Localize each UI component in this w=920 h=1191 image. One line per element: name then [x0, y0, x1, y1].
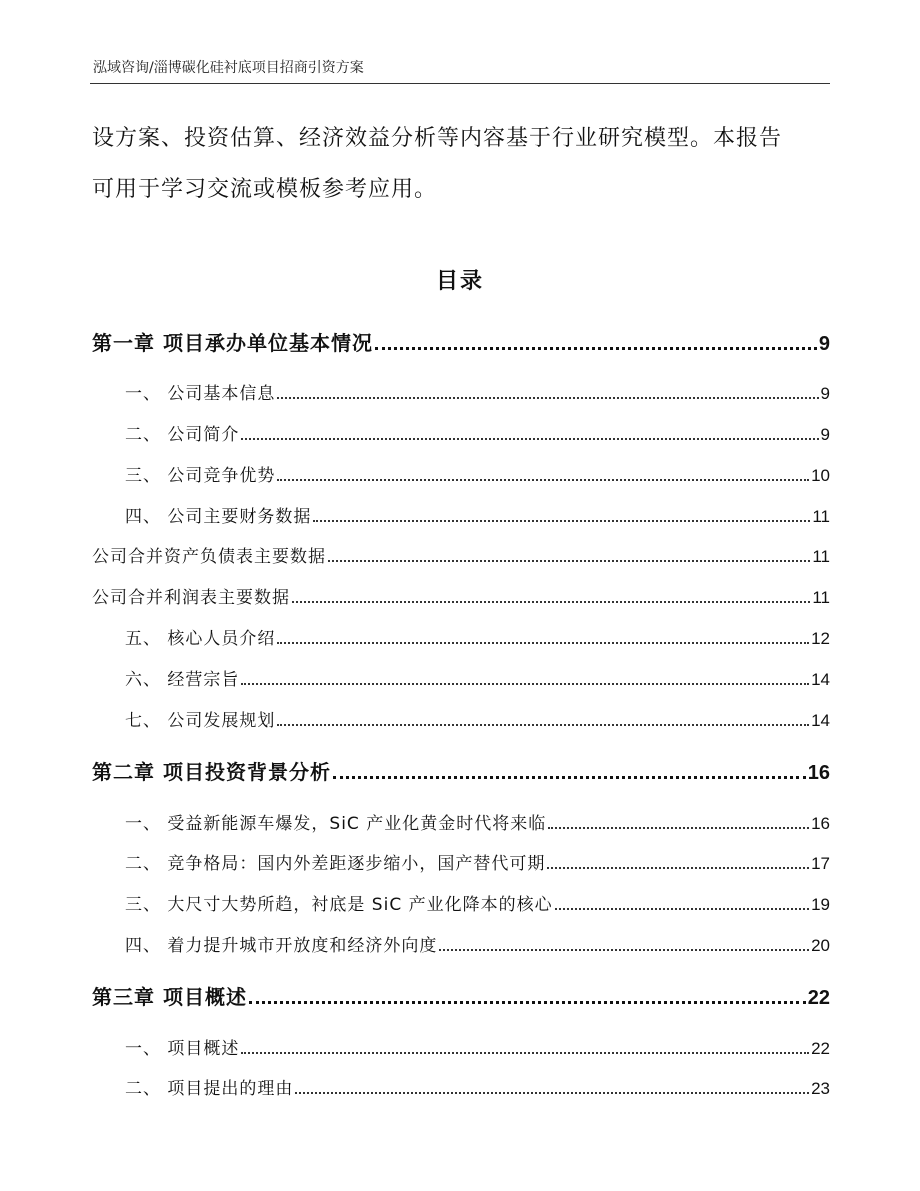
dot-leader: [547, 866, 809, 869]
toc-label: 公司合并利润表主要数据: [92, 588, 290, 608]
toc-entry[interactable]: [92, 420, 830, 445]
dot-leader: [277, 641, 809, 644]
dot-leader: [375, 346, 817, 350]
toc-label: 二、 竞争格局：国内外差距逐步缩小，国产替代可期: [125, 854, 546, 874]
toc-page-number: 11: [812, 507, 830, 526]
toc-label: 七、 公司发展规划: [125, 711, 276, 731]
dot-leader: [292, 600, 810, 603]
toc-page-number: 12: [811, 629, 830, 648]
toc-page-number: 11: [812, 588, 830, 607]
toc-entry[interactable]: [92, 624, 830, 649]
toc-entry[interactable]: [92, 1074, 830, 1099]
toc-page-number: 9: [818, 333, 830, 355]
toc-label: 三、 公司竞争优势: [125, 466, 276, 486]
dot-leader: [249, 1000, 806, 1004]
toc-chapter-1[interactable]: [92, 327, 830, 356]
toc-page-number: 11: [812, 547, 830, 566]
toc-page-number: 22: [807, 987, 830, 1009]
toc-entry[interactable]: [92, 1034, 830, 1059]
toc-label: 二、 公司简介: [125, 425, 240, 445]
toc-label: 四、 公司主要财务数据: [125, 507, 312, 527]
dot-leader: [333, 775, 806, 779]
toc-page-number: 22: [811, 1039, 830, 1058]
toc-page-number: 14: [811, 670, 830, 689]
toc-label: 一、 公司基本信息: [125, 384, 276, 404]
dot-leader: [277, 723, 809, 726]
toc-label: 第三章 项目概述: [92, 985, 247, 1009]
toc-page-number: 19: [811, 895, 830, 914]
toc-entry[interactable]: [92, 502, 830, 527]
toc-label: 第一章 项目承办单位基本情况: [92, 331, 373, 355]
dot-leader: [313, 519, 810, 522]
toc-entry[interactable]: [92, 809, 830, 834]
toc-label: 五、 核心人员介绍: [125, 629, 276, 649]
toc-label: 四、 着力提升城市开放度和经济外向度: [125, 936, 438, 956]
toc-entry[interactable]: [92, 461, 830, 486]
toc-entry[interactable]: [92, 706, 830, 731]
toc-label: 一、 项目概述: [125, 1039, 240, 1059]
toc-page-number: 9: [820, 384, 830, 403]
toc-page-number: 17: [811, 854, 830, 873]
dot-leader: [439, 948, 809, 951]
intro-line-2: 可用于学习交流或模板参考应用。: [92, 177, 438, 202]
toc-entry[interactable]: [92, 931, 830, 956]
toc-chapter-3[interactable]: [92, 981, 830, 1010]
toc-entry[interactable]: [92, 665, 830, 690]
toc-page-number: 9: [820, 425, 830, 444]
toc-label: 六、 经营宗旨: [125, 670, 240, 690]
toc-entry[interactable]: [92, 890, 830, 915]
toc-label: 二、 项目提出的理由: [125, 1079, 294, 1099]
toc-chapter-2[interactable]: [92, 756, 830, 785]
toc-label: 公司合并资产负债表主要数据: [92, 547, 326, 567]
toc-entry[interactable]: [92, 379, 830, 404]
dot-leader: [295, 1091, 809, 1094]
toc-title: 目录: [435, 269, 484, 294]
dot-leader: [328, 559, 810, 562]
toc-page-number: 10: [811, 466, 830, 485]
header-divider: [90, 83, 830, 84]
dot-leader: [241, 1051, 809, 1054]
dot-leader: [277, 396, 818, 399]
running-header: 泓域咨询/淄博碳化硅衬底项目招商引资方案: [93, 60, 364, 76]
toc-entry[interactable]: [92, 542, 830, 567]
toc-entry[interactable]: [92, 849, 830, 874]
toc-entry[interactable]: [92, 583, 830, 608]
dot-leader: [241, 437, 818, 440]
toc-page-number: 16: [807, 762, 830, 784]
toc-label: 第二章 项目投资背景分析: [92, 760, 331, 784]
toc-page-number: 20: [811, 936, 830, 955]
dot-leader: [555, 907, 809, 910]
toc-page-number: 16: [811, 814, 830, 833]
toc-label: 一、 受益新能源车爆发，SiC 产业化黄金时代将来临: [125, 814, 547, 834]
dot-leader: [548, 826, 809, 829]
intro-line-1: 设方案、投资估算、经济效益分析等内容基于行业研究模型。本报告: [92, 126, 783, 151]
toc-page-number: 23: [811, 1079, 830, 1098]
toc-label: 三、 大尺寸大势所趋，衬底是 SiC 产业化降本的核心: [125, 895, 553, 915]
dot-leader: [277, 478, 809, 481]
toc-page-number: 14: [811, 711, 830, 730]
dot-leader: [241, 682, 809, 685]
